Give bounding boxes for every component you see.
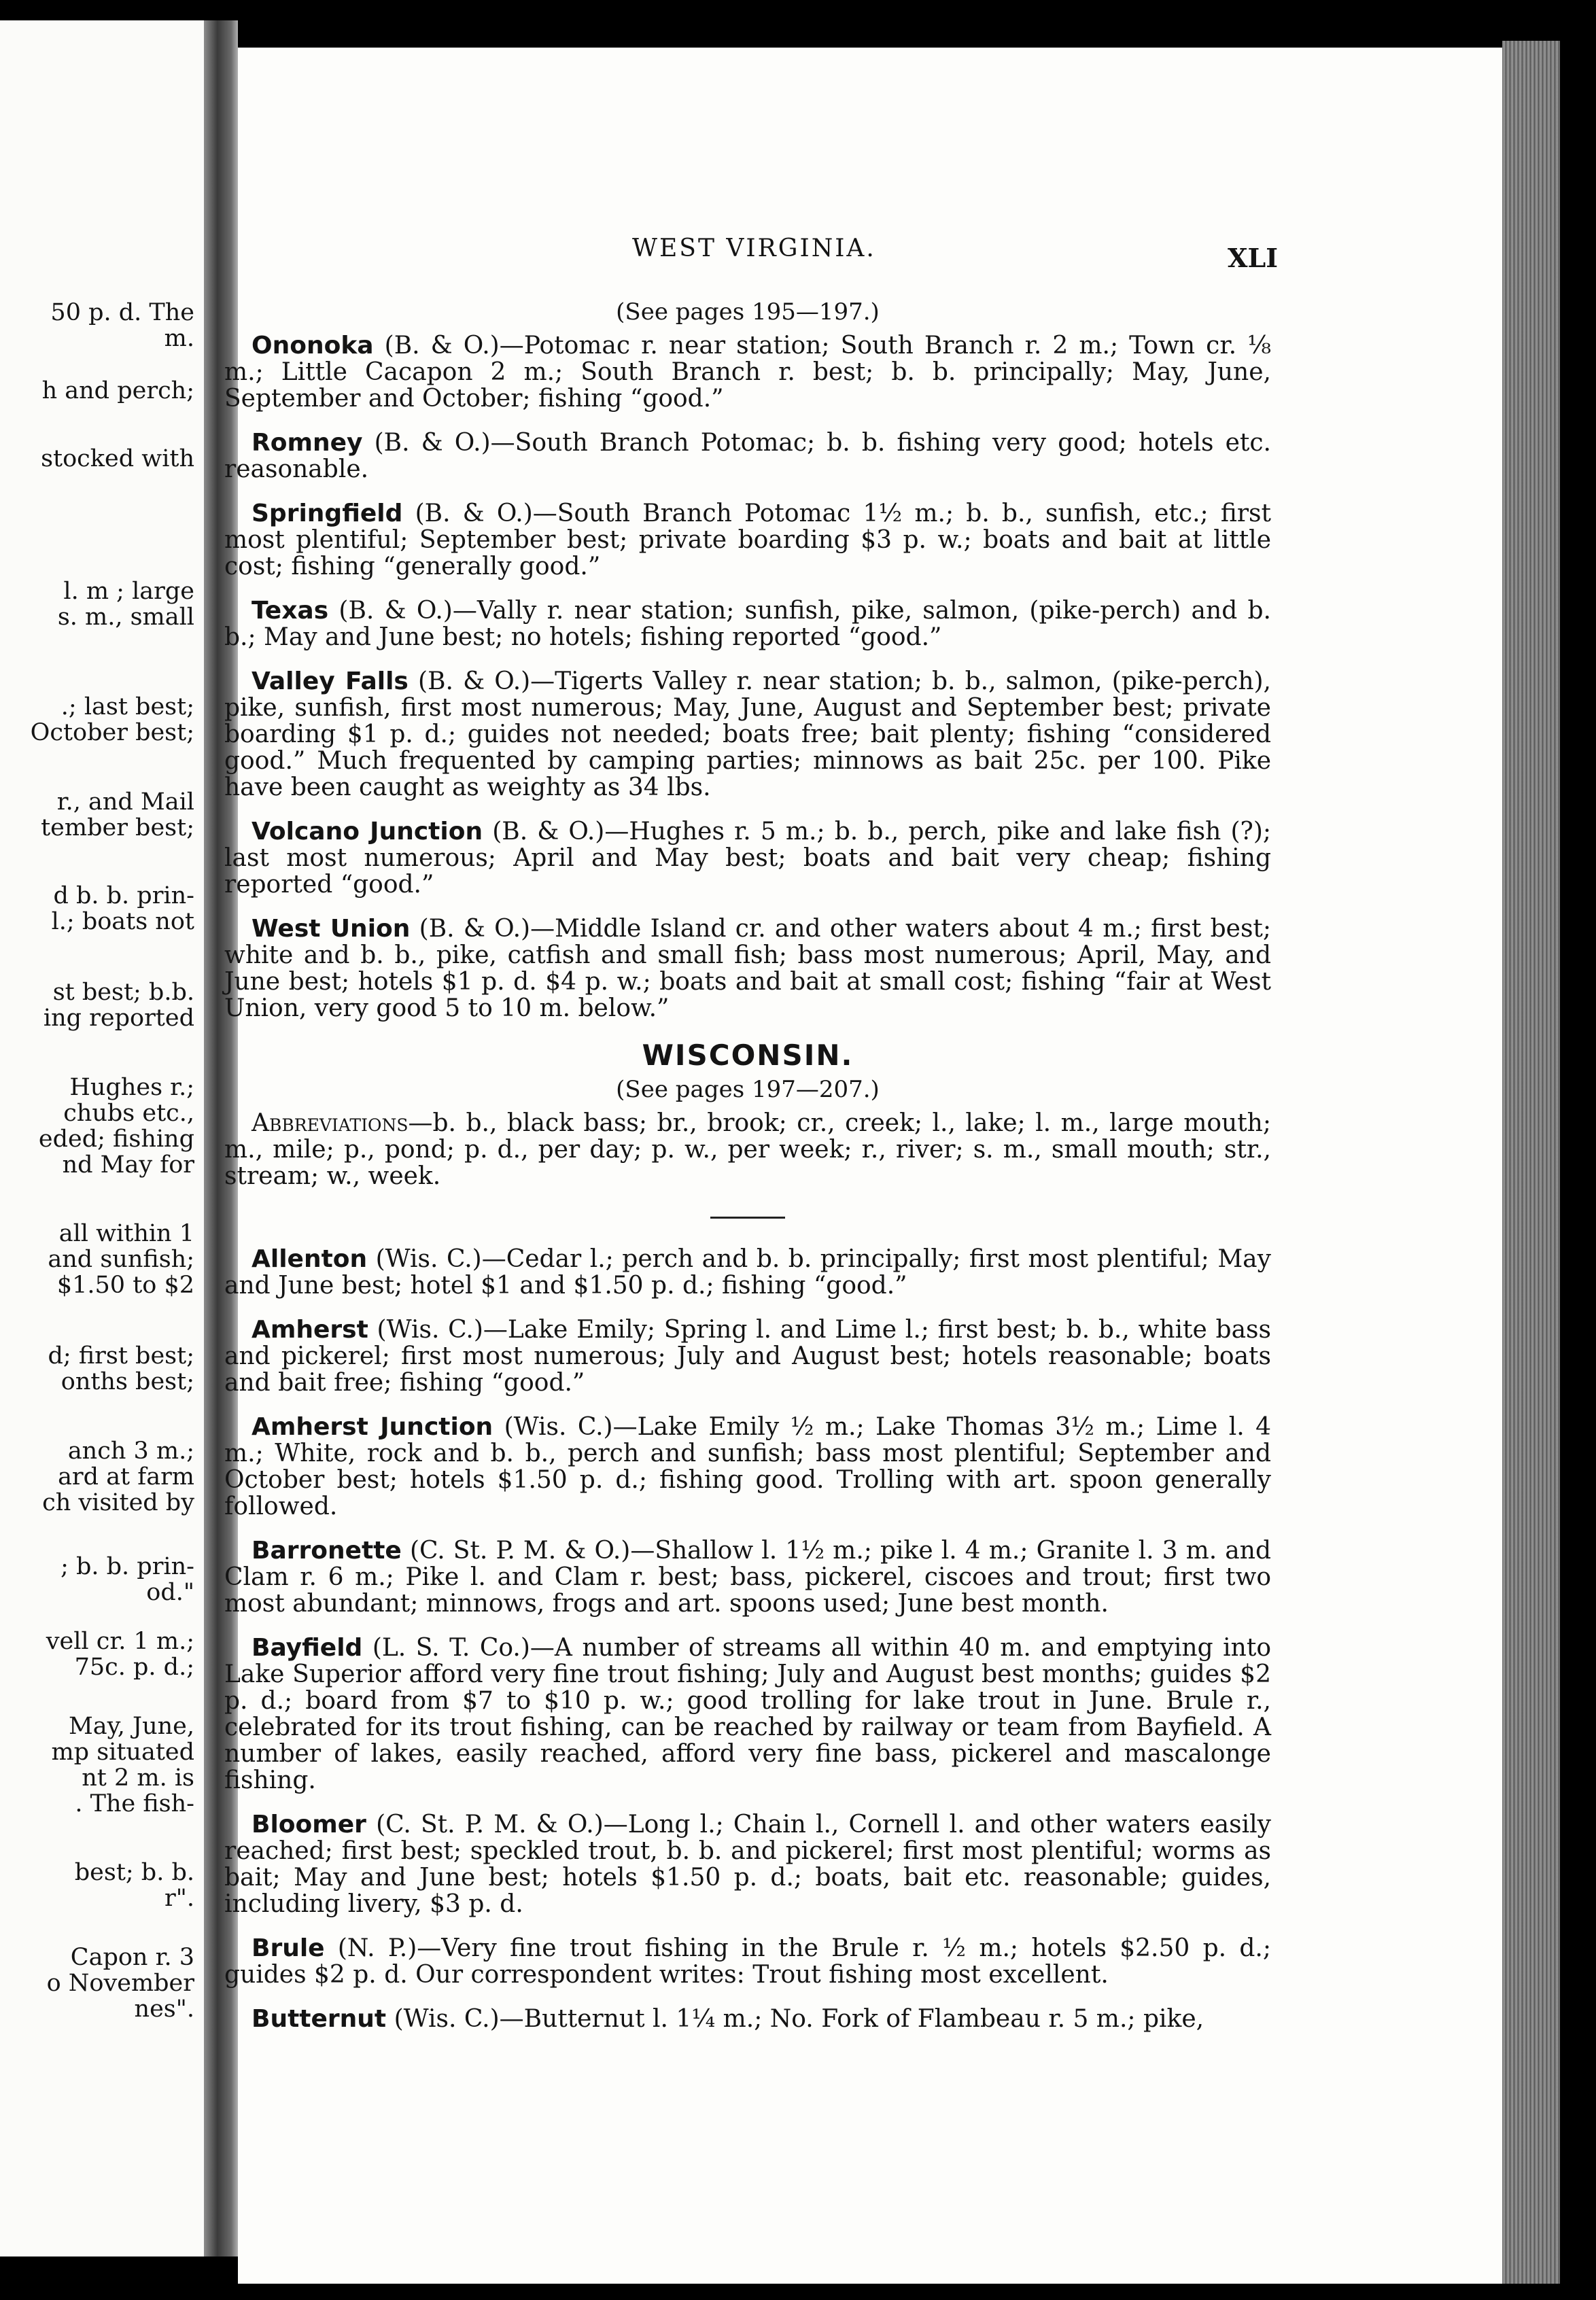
left-page-line: chubs etc.,	[63, 1100, 194, 1127]
page-edge	[1502, 41, 1560, 2284]
left-page-line: m.	[164, 325, 194, 352]
left-page-line: eded; fishing	[38, 1126, 194, 1153]
left-page-line: . The fish-	[75, 1790, 194, 1817]
left-page-line: tember best;	[41, 814, 194, 841]
gazetteer-entry	[224, 500, 1271, 580]
entry-text: (C. St. P. M. & O.)—Shallow l. 1½ m.; pike l. 4 m.; Granite l. 3 m. and Clam r. 6 m.; Pike l. and Clam r. best; bass, pickerel, ciscoes and trout; first two most abundant; minnows, frogs and art. spoons used; June best month.	[224, 1537, 1271, 1618]
entry-text: (C. St. P. M. & O.)—Long l.; Chain l., Cornell l. and other waters easily reached; first best; speckled trout, b. b. and pickerel; first most plentiful; worms as bait; May and June best; hotels $1.50 p. d.; boats, bait etc. reasonable; guides, including livery, $3 p. d.	[224, 1811, 1271, 1918]
entry-text: (B. & O.)—Vally r. near station; sunfish, pike, salmon, (pike-perch) and b. b.; May and June best; no hotels; fishing reported “good.”	[224, 597, 1271, 651]
left-page-line: nd May for	[62, 1151, 194, 1179]
entry-place-name: Valley Falls	[251, 667, 409, 695]
left-page-line: d; first best;	[48, 1342, 194, 1370]
left-page-line: .; last best;	[60, 693, 194, 720]
left-page-line: ch visited by	[42, 1489, 194, 1516]
gazetteer-entry	[224, 597, 1271, 650]
left-page-line: r".	[164, 1885, 194, 1912]
gazetteer-entry	[224, 1246, 1271, 1299]
left-page-line: October best;	[30, 719, 194, 746]
section-title-wisconsin: WISCONSIN.	[642, 1039, 854, 1072]
left-page-line: Hughes r.;	[69, 1074, 194, 1101]
entry-text: (N. P.)—Very fine trout fishing in the Brule r. ½ m.; hotels $2.50 p. d.; guides $2 p. d. Our correspondent writes: Trout fishing most excellent.	[224, 1934, 1271, 1989]
left-page-line: $1.50 to $2	[56, 1272, 194, 1299]
entry-text: (B. & O.)—South Branch Potomac 1½ m.; b. b., sunfish, etc.; first most plentiful; September best; private boarding $3 p. w.; boats and bait at little cost; fishing “generally good.”	[224, 500, 1271, 580]
wv-entries	[224, 332, 1271, 1022]
gazetteer-entry	[224, 668, 1271, 801]
wi-entries	[224, 1246, 1271, 2032]
left-page-line: l.; boats not	[51, 908, 194, 935]
entry-place-name: Barronette	[251, 1537, 402, 1565]
left-page-line: onths best;	[60, 1368, 194, 1395]
left-page-line: anch 3 m.;	[67, 1438, 194, 1465]
abbreviations-text: —b. b., black bass; br., brook; cr., creek; l., lake; l. m., large mouth; m., mile; p., pond; p. d., per day; p. w., per week; r., river; s. m., small mouth; str., stream; w., week.	[224, 1109, 1271, 1190]
left-page-line: nt 2 m. is	[82, 1764, 194, 1792]
entry-text: (L. S. T. Co.)—A number of streams all within 40 m. and emptying into Lake Superior afford very fine trout fishing; July and August best months; guides $2 p. d.; board from $7 to $10 p. w.; good trolling for lake trout in June. Brule r., celebrated for its trout fishing, can be reached by railway or team from Bayfield. A number of lakes, easily reached, afford very fine bass, pickerel and mascalonge fishing.	[224, 1634, 1271, 1794]
left-page-line: l. m ; large	[63, 578, 194, 605]
entry-place-name: Bloomer	[251, 1811, 366, 1839]
wv-see-pages: (See pages 195—197.)	[616, 298, 880, 326]
left-page-line: 75c. p. d.;	[74, 1654, 194, 1681]
left-page-line: best; b. b.	[74, 1859, 194, 1886]
left-page-line: ard at farm	[58, 1463, 194, 1491]
left-page-line: ; b. b. prin-	[60, 1553, 194, 1580]
entry-place-name: Volcano Junction	[251, 818, 483, 846]
left-page-line: vell cr. 1 m.;	[46, 1628, 194, 1655]
wi-see-pages: (See pages 197—207.)	[616, 1076, 880, 1103]
entry-place-name: Bayfield	[251, 1634, 363, 1662]
left-page-line: mp situated	[51, 1739, 194, 1766]
entry-text: (B. & O.)—Potomac r. near station; South Branch r. 2 m.; Town cr. ⅛ m.; Little Cacapon 2 m.; South Branch r. best; b. b. principally; May, June, September and October; fishing “good.”	[224, 332, 1271, 413]
entry-place-name: Brule	[251, 1934, 325, 1962]
running-head-title: WEST VIRGINIA.	[632, 234, 876, 262]
entry-text: (Wis. C.)—Butternut l. 1¼ m.; No. Fork of Flambeau r. 5 m.; pike,	[386, 2005, 1204, 2033]
left-page-line: all within 1	[58, 1220, 194, 1247]
gazetteer-entry	[224, 1537, 1271, 1617]
page-content	[224, 299, 1271, 2050]
gazetteer-entry	[224, 916, 1271, 1022]
running-head	[394, 234, 1278, 273]
gazetteer-entry	[224, 430, 1271, 483]
entry-place-name: Butternut	[251, 2005, 387, 2033]
entry-text: (Wis. C.)—Lake Emily; Spring l. and Lime l.; first best; b. b., white bass and pickerel; first most numerous; July and August best; hotels reasonable; boats and bait free; fishing “good.”	[224, 1316, 1271, 1397]
entry-text: (B. & O.)—Hughes r. 5 m.; b. b., perch, pike and lake fish (?); last most numerous; April and May best; boats and bait very cheap; fishing reported “good.”	[224, 818, 1271, 899]
entry-text: (B. & O.)—South Branch Potomac; b. b. fishing very good; hotels etc. reasonable.	[224, 429, 1271, 483]
entry-place-name: Springfield	[251, 500, 403, 527]
entry-place-name: Amherst Junction	[251, 1413, 493, 1441]
gazetteer-entry	[224, 818, 1271, 898]
left-page-line: d b. b. prin-	[53, 882, 194, 909]
gazetteer-entry	[224, 1635, 1271, 1794]
left-page-line: o November	[46, 1970, 194, 1997]
gazetteer-entry	[224, 1811, 1271, 1917]
entry-text: (Wis. C.)—Lake Emily ½ m.; Lake Thomas 3½ m.; Lime l. 4 m.; White, rock and b. b., perch and sunfish; bass most plentiful; September and October best; hotels $1.50 p. d.; fishing good. Trolling with art. spoon generally followed.	[224, 1413, 1272, 1520]
left-page-line: st best; b.b.	[52, 979, 194, 1006]
gazetteer-entry	[224, 332, 1271, 412]
abbreviations-heading: Abbreviations	[251, 1109, 409, 1137]
entry-text: (B. & O.)—Middle Island cr. and other waters about 4 m.; first best; white and b. b., pike, catfish and small fish; bass most numerous; April, May, and June best; hotels $1 p. d. $4 p. w.; boats and bait at small cost; fishing “fair at West Union, very good 5 to 10 m. below.”	[224, 915, 1272, 1022]
abbreviations	[224, 1110, 1271, 1189]
section-rule	[710, 1217, 785, 1219]
left-page-line: Capon r. 3	[70, 1944, 194, 1971]
entry-place-name: Ononoka	[251, 332, 374, 360]
entry-place-name: West Union	[251, 915, 411, 943]
gazetteer-entry	[224, 1935, 1271, 1988]
gazetteer-entry	[224, 2006, 1271, 2032]
left-page-line: h and perch;	[41, 377, 194, 404]
left-page-line: and sunfish;	[48, 1246, 194, 1273]
gazetteer-entry	[224, 1317, 1271, 1396]
left-page-line: 50 p. d. The	[50, 299, 194, 326]
left-page-line: stocked with	[41, 445, 194, 472]
left-page-line: s. m., small	[57, 604, 194, 631]
entry-place-name: Allenton	[251, 1245, 368, 1273]
gazetteer-entry	[224, 1414, 1271, 1520]
entry-text: (B. & O.)—Tigerts Valley r. near station; b. b., salmon, (pike-perch), pike, sunfish, first most numerous; May, June, August and September best; private boarding $1 p. d.; guides not needed; boats free; bait plenty; fishing “considered good.” Much frequented by camping parties; minnows as bait 25c. per 100. Pike have been caught as weighty as 34 lbs.	[224, 667, 1271, 801]
left-page-line: ing reported	[43, 1005, 194, 1032]
entry-place-name: Amherst	[251, 1316, 368, 1344]
entry-text: (Wis. C.)—Cedar l.; perch and b. b. principally; first most plentiful; May and June best; hotel $1 and $1.50 p. d.; fishing “good.”	[224, 1245, 1271, 1300]
entry-place-name: Romney	[251, 429, 363, 457]
left-page-line: May, June,	[68, 1713, 194, 1740]
left-page-line: r., and Mail	[56, 788, 194, 816]
page-number: XLI	[1228, 243, 1278, 273]
entry-place-name: Texas	[251, 597, 329, 625]
left-page-line: nes".	[134, 1996, 194, 2023]
left-page-line: od."	[146, 1579, 194, 1606]
left-page-fragment	[0, 20, 204, 2257]
